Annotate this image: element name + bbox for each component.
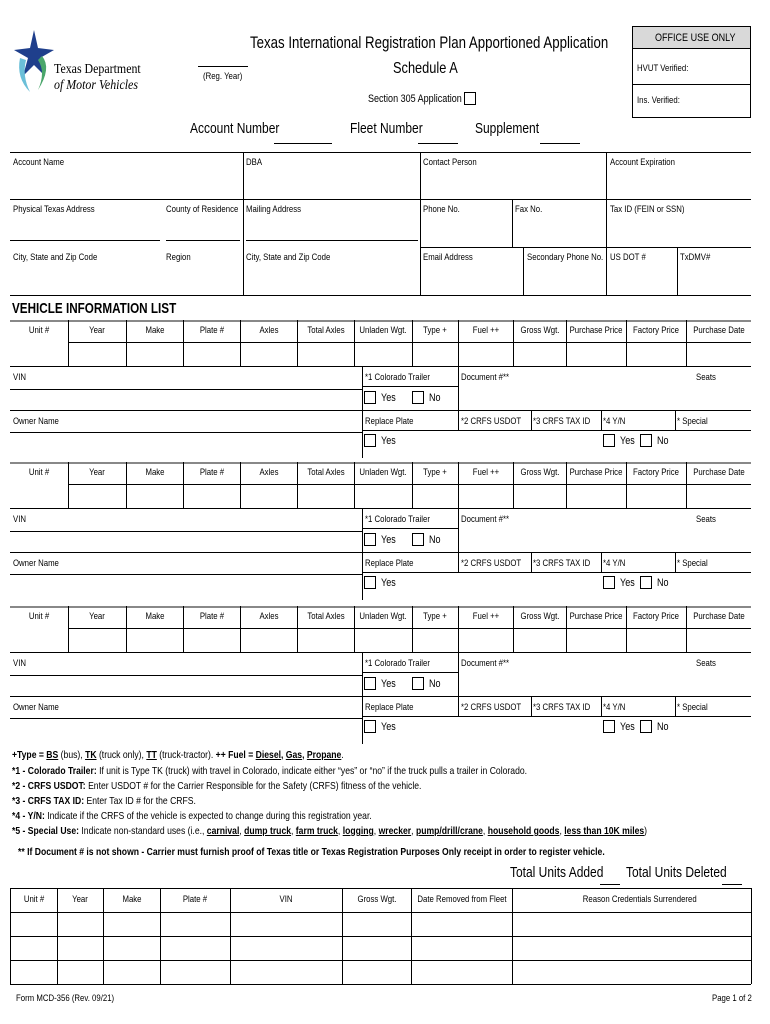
vehicle-3-col-11: Factory Price xyxy=(633,611,679,622)
vehicle-1-col-5: Total Axles xyxy=(306,325,345,336)
vehicle-2-special-label: * Special xyxy=(677,558,708,569)
hvut-label: HVUT Verified: xyxy=(637,63,689,74)
vehicle-2-owner-label: Owner Name xyxy=(13,558,59,569)
vehicle-3-special-label: * Special xyxy=(677,702,708,713)
vehicle-2-col-8: Fuel ++ xyxy=(472,467,499,478)
vehicle-2-yn-no-label: No xyxy=(657,577,669,589)
vehicle-2-replace-yes-label: Yes xyxy=(381,577,396,589)
vehicle-3-col-10: Purchase Price xyxy=(569,611,623,622)
vehicle-1-special-label: * Special xyxy=(677,416,708,427)
vehicle-3-owner-label: Owner Name xyxy=(13,702,59,713)
vehicle-3-replace-yes-label: Yes xyxy=(381,721,396,733)
vehicle-2-col-3: Plate # xyxy=(199,467,224,478)
vehicle-2-col-0: Unit # xyxy=(28,467,50,478)
vehicle-3-col-7: Type + xyxy=(423,611,447,622)
vehicle-3-col-4: Axles xyxy=(258,611,279,622)
vehicle-3-seats-label: Seats xyxy=(696,658,716,669)
deleted-col-7: Reason Credentials Surrendered xyxy=(582,894,697,905)
vehicle-1-colorado-yes-label: Yes xyxy=(381,392,396,404)
vehicle-1-col-0: Unit # xyxy=(28,325,50,336)
tax-id-label: Tax ID (FEIN or SSN) xyxy=(610,204,685,215)
deleted-col-1: Year xyxy=(72,894,88,905)
vehicle-3-crfs-usdot-label: *2 CRFS USDOT xyxy=(461,702,522,713)
vehicle-3-replace-plate-label: Replace Plate xyxy=(365,702,414,713)
vehicle-3-vin-label: VIN xyxy=(13,658,26,669)
form-title: Texas International Registration Plan Apportioned Application xyxy=(250,33,609,52)
account-expiration-label: Account Expiration xyxy=(610,157,675,168)
note-colorado: *1 - Colorado Trailer: If unit is Type TK (truck) with travel in Colorado, indicate either “yes” or “no” if the truck pulls a trailer in Colorado. xyxy=(12,765,528,777)
office-use-label: OFFICE USE ONLY xyxy=(655,32,736,44)
vehicle-3-col-6: Unladen Wgt. xyxy=(359,611,407,622)
vehicle-3-colorado-yes-label: Yes xyxy=(381,678,396,690)
txdmv-label: TxDMV# xyxy=(680,252,711,263)
deleted-col-4: VIN xyxy=(279,894,293,905)
secondary-phone-label: Secondary Phone No. xyxy=(527,252,604,263)
form-number: Form MCD-356 (Rev. 09/21) xyxy=(16,993,115,1004)
ins-label: Ins. Verified: xyxy=(637,95,680,106)
vehicle-2-yn-yes-label: Yes xyxy=(620,577,635,589)
agency-line1: Texas Department xyxy=(54,62,141,77)
vehicle-3-yn-no-label: No xyxy=(657,721,669,733)
account-number-label: Account Number xyxy=(190,120,280,137)
vehicle-1-col-8: Fuel ++ xyxy=(472,325,499,336)
page-number: Page 1 of 2 xyxy=(712,993,752,1004)
usdot-label: US DOT # xyxy=(610,252,646,263)
vehicle-2-seats-label: Seats xyxy=(696,514,716,525)
county-label: County of Residence xyxy=(166,204,239,215)
vehicle-2-col-12: Purchase Date xyxy=(692,467,745,478)
dba-label: DBA xyxy=(246,157,263,168)
vehicle-3-yn-label: *4 Y/N xyxy=(603,702,626,713)
vehicle-3-col-2: Make xyxy=(144,611,165,622)
vehicle-2-colorado-label: *1 Colorado Trailer xyxy=(365,514,430,525)
vehicle-1-replace-yes-label: Yes xyxy=(381,435,396,447)
vehicle-1-col-10: Purchase Price xyxy=(569,325,623,336)
account-name-label: Account Name xyxy=(13,157,65,168)
vehicle-3-colorado-label: *1 Colorado Trailer xyxy=(365,658,430,669)
city-label-1: City, State and Zip Code xyxy=(13,252,98,263)
vehicle-3-col-9: Gross Wgt. xyxy=(520,611,559,622)
vehicle-1-yn-yes-checkbox[interactable] xyxy=(603,434,615,447)
vehicle-2-col-1: Year xyxy=(89,467,105,478)
fax-label: Fax No. xyxy=(515,204,543,215)
vehicle-1-crfs-taxid-label: *3 CRFS TAX ID xyxy=(533,416,591,427)
vehicle-2-colorado-no-label: No xyxy=(429,534,441,546)
vehicle-3-yn-yes-label: Yes xyxy=(620,721,635,733)
agency-line2: of Motor Vehicles xyxy=(54,78,138,93)
vehicle-2-replace-yes-checkbox[interactable] xyxy=(364,576,376,589)
vehicle-3-colorado-yes-checkbox[interactable] xyxy=(364,677,376,690)
vehicle-1-colorado-no-checkbox[interactable] xyxy=(412,391,424,404)
vehicle-2-document-label: Document #** xyxy=(461,514,510,525)
vehicle-2-col-4: Axles xyxy=(258,467,279,478)
note-yn: *4 - Y/N: Indicate if the CRFS of the vehicle is expected to change during this registration year. xyxy=(12,810,372,822)
deleted-col-6: Date Removed from Fleet xyxy=(416,894,507,905)
reg-year-label: (Reg. Year) xyxy=(203,71,243,82)
vehicle-3-col-8: Fuel ++ xyxy=(472,611,499,622)
contact-person-label: Contact Person xyxy=(423,157,477,168)
vehicle-1-colorado-yes-checkbox[interactable] xyxy=(364,391,376,404)
vehicle-1-col-9: Gross Wgt. xyxy=(520,325,559,336)
deleted-col-3: Plate # xyxy=(182,894,208,905)
vehicle-1-col-12: Purchase Date xyxy=(692,325,745,336)
form-subtitle: Schedule A xyxy=(393,60,458,77)
note-type: +Type = BS (bus), TK (truck only), TT (truck-tractor). ++ Fuel = Diesel, Gas, Propane. xyxy=(12,749,344,761)
vehicle-1-owner-label: Owner Name xyxy=(13,416,59,427)
vehicle-2-yn-label: *4 Y/N xyxy=(603,558,626,569)
phone-label: Phone No. xyxy=(423,204,460,215)
fleet-number-label: Fleet Number xyxy=(350,120,423,137)
note-special: *5 - Special Use: Indicate non-standard uses (i.e., carnival, dump truck, farm truck, logging, wrecker, pump/drill/crane, household goods, less than 10K miles) xyxy=(12,825,648,837)
vehicle-2-vin-label: VIN xyxy=(13,514,26,525)
vehicle-2-col-7: Type + xyxy=(423,467,447,478)
vehicle-2-col-5: Total Axles xyxy=(306,467,345,478)
vehicle-2-colorado-yes-checkbox[interactable] xyxy=(364,533,376,546)
vehicle-2-crfs-taxid-label: *3 CRFS TAX ID xyxy=(533,558,591,569)
deleted-col-2: Make xyxy=(121,894,142,905)
vehicle-1-col-11: Factory Price xyxy=(633,325,679,336)
vehicle-2-col-6: Unladen Wgt. xyxy=(359,467,407,478)
vehicle-3-col-5: Total Axles xyxy=(306,611,345,622)
total-deleted-label: Total Units Deleted xyxy=(626,864,727,881)
total-added-label: Total Units Added xyxy=(510,864,604,881)
vehicle-1-col-3: Plate # xyxy=(199,325,224,336)
office-use-box xyxy=(632,26,751,118)
vehicle-2-colorado-no-checkbox[interactable] xyxy=(412,533,424,546)
vehicle-1-yn-yes-label: Yes xyxy=(620,435,635,447)
vehicle-1-document-label: Document #** xyxy=(461,372,510,383)
vehicle-1-seats-label: Seats xyxy=(696,372,716,383)
txdmv-logo xyxy=(12,28,152,98)
deleted-col-0: Unit # xyxy=(23,894,44,905)
vehicle-1-crfs-usdot-label: *2 CRFS USDOT xyxy=(461,416,522,427)
note-crfs-taxid: *3 - CRFS TAX ID: Enter Tax ID # for the CRFS. xyxy=(12,795,196,807)
vehicle-1-col-1: Year xyxy=(89,325,105,336)
vehicle-3-yn-no-checkbox[interactable] xyxy=(640,720,652,733)
vehicle-3-col-3: Plate # xyxy=(199,611,224,622)
document-warning: ** If Document # is not shown - Carrier must furnish proof of Texas title or Texas Registration Purposes Only receipt in order to register vehicle. xyxy=(18,846,605,858)
vehicle-2-colorado-yes-label: Yes xyxy=(381,534,396,546)
vehicle-1-yn-no-label: No xyxy=(657,435,669,447)
vehicle-2-replace-plate-label: Replace Plate xyxy=(365,558,414,569)
vehicle-2-col-10: Purchase Price xyxy=(569,467,623,478)
note-crfs-usdot: *2 - CRFS USDOT: Enter USDOT # for the Carrier Responsible for the Safety (CRFS) fitness of the vehicle. xyxy=(12,780,422,792)
vehicle-3-colorado-no-checkbox[interactable] xyxy=(412,677,424,690)
vehicle-list-heading: VEHICLE INFORMATION LIST xyxy=(12,300,177,317)
vehicle-2-col-11: Factory Price xyxy=(633,467,679,478)
vehicle-2-col-2: Make xyxy=(144,467,165,478)
section305-checkbox[interactable] xyxy=(464,92,476,105)
vehicle-3-col-0: Unit # xyxy=(28,611,50,622)
vehicle-1-col-2: Make xyxy=(144,325,165,336)
mailing-address-label: Mailing Address xyxy=(246,204,301,215)
vehicle-1-vin-label: VIN xyxy=(13,372,26,383)
vehicle-2-yn-yes-checkbox[interactable] xyxy=(603,576,615,589)
deleted-col-5: Gross Wgt. xyxy=(357,894,396,905)
vehicle-2-yn-no-checkbox[interactable] xyxy=(640,576,652,589)
vehicle-3-col-12: Purchase Date xyxy=(692,611,745,622)
vehicle-1-yn-label: *4 Y/N xyxy=(603,416,626,427)
vehicle-3-col-1: Year xyxy=(89,611,105,622)
vehicle-3-yn-yes-checkbox[interactable] xyxy=(603,720,615,733)
vehicle-2-crfs-usdot-label: *2 CRFS USDOT xyxy=(461,558,522,569)
physical-address-label: Physical Texas Address xyxy=(13,204,95,215)
vehicle-3-crfs-taxid-label: *3 CRFS TAX ID xyxy=(533,702,591,713)
vehicle-3-replace-yes-checkbox[interactable] xyxy=(364,720,376,733)
region-label: Region xyxy=(166,252,191,263)
city-label-2: City, State and Zip Code xyxy=(246,252,331,263)
vehicle-1-col-7: Type + xyxy=(423,325,447,336)
vehicle-3-document-label: Document #** xyxy=(461,658,510,669)
vehicle-2-col-9: Gross Wgt. xyxy=(520,467,559,478)
vehicle-1-yn-no-checkbox[interactable] xyxy=(640,434,652,447)
email-label: Email Address xyxy=(423,252,473,263)
star-icon xyxy=(12,28,56,96)
vehicle-1-col-4: Axles xyxy=(258,325,279,336)
supplement-label: Supplement xyxy=(475,120,540,137)
section305-label: Section 305 Application xyxy=(368,93,462,105)
vehicle-1-replace-yes-checkbox[interactable] xyxy=(364,434,376,447)
vehicle-1-colorado-label: *1 Colorado Trailer xyxy=(365,372,430,383)
vehicle-1-col-6: Unladen Wgt. xyxy=(359,325,407,336)
vehicle-1-replace-plate-label: Replace Plate xyxy=(365,416,414,427)
vehicle-3-colorado-no-label: No xyxy=(429,678,441,690)
vehicle-1-colorado-no-label: No xyxy=(429,392,441,404)
